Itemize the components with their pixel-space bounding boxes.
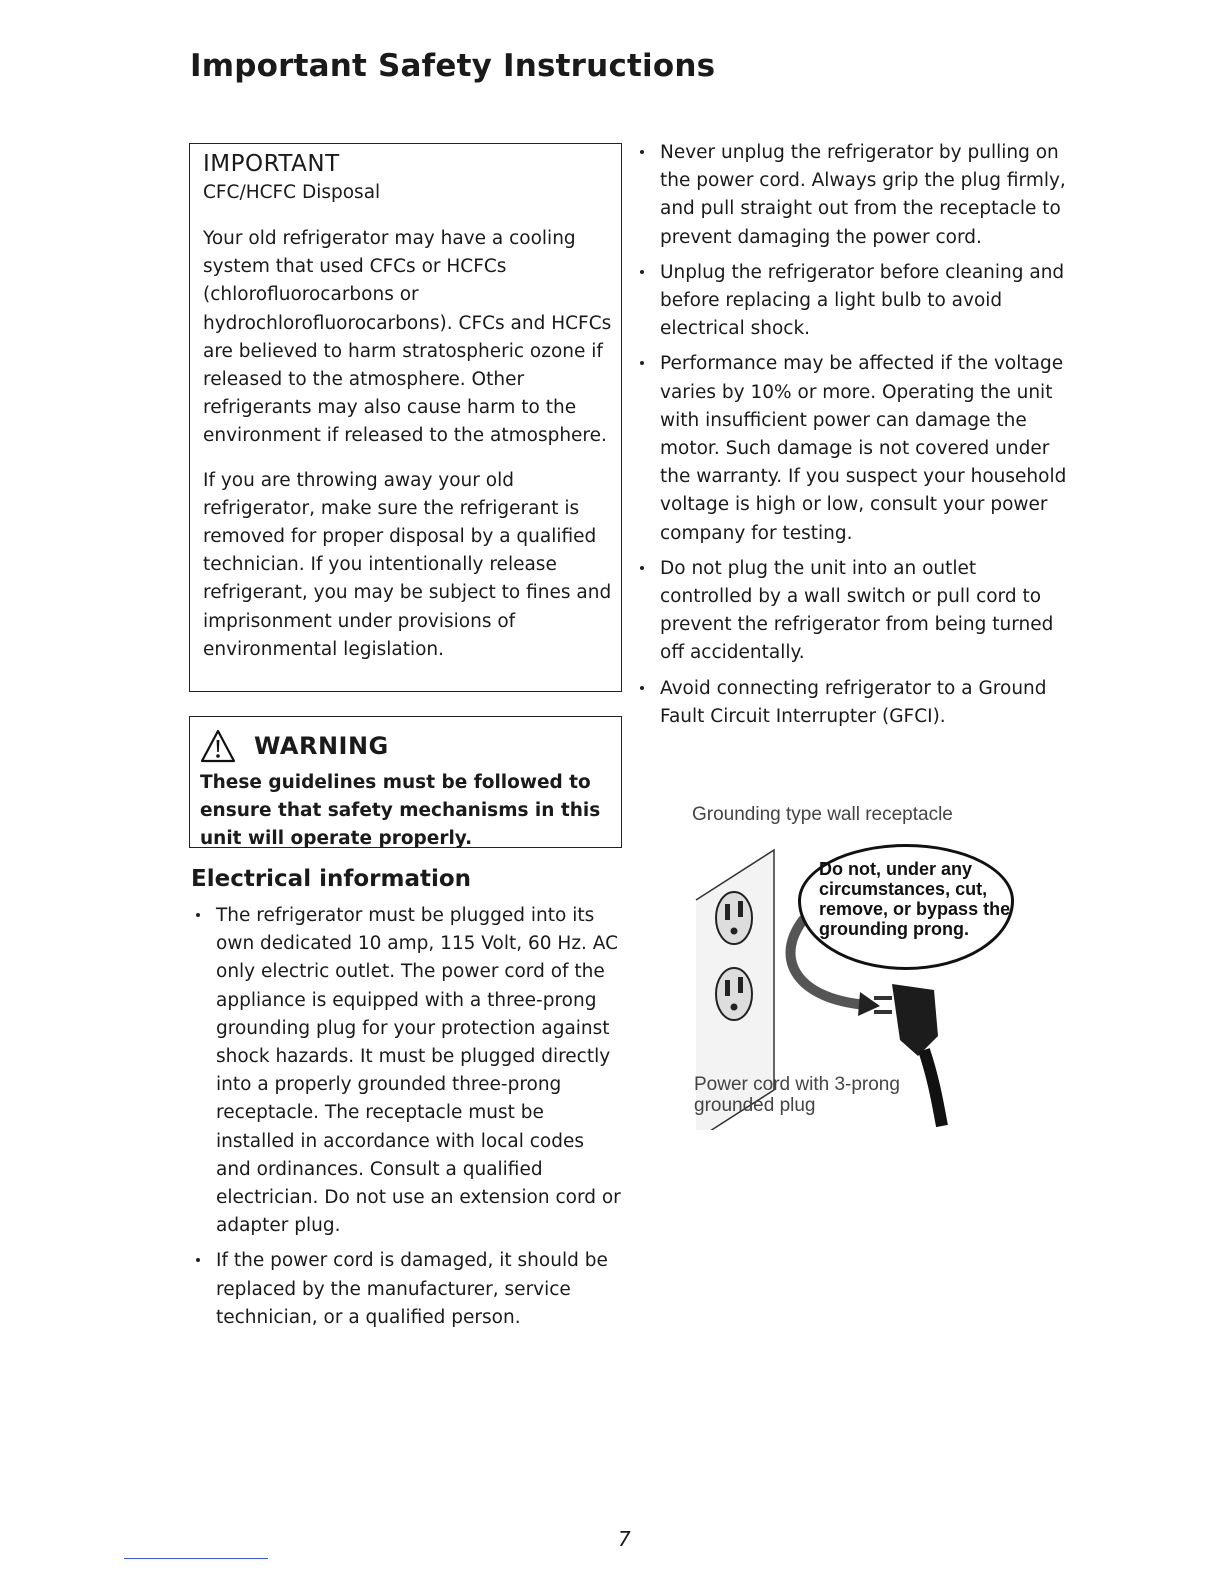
- list-item: Never unplug the refrigerator by pulling on the power cord. Always grip the plug firmly, and pull straight out from the receptacle to prevent damaging the power cord.: [637, 139, 1067, 252]
- important-box: [189, 143, 622, 692]
- warning-text: These guidelines must be followed to ensure that safety mechanisms in this unit will operate properly.: [200, 772, 601, 849]
- list-item: Do not plug the unit into an outlet controlled by a wall switch or pull cord to prevent the refrigerator from being turned off accidentally.: [637, 555, 1067, 668]
- page-number: 7: [618, 1527, 631, 1551]
- important-paragraph: Your old refrigerator may have a cooling system that used CFCs or HCFCs (chlorofluorocarbons or hydrochlorofluorocarbons). CFCs and HCFCs are believed to harm stratospheric ozone if released to the atmosphere. Other refrigerants may also cause harm to the environment if released to the atmosphere.: [203, 228, 612, 447]
- list-item: If the power cord is damaged, it should be replaced by the manufacturer, service technician, or a qualified person.: [193, 1247, 623, 1332]
- warning-triangle-icon: [200, 729, 236, 763]
- important-subheading: CFC/HCFC Disposal: [203, 182, 381, 203]
- list-item: Unplug the refrigerator before cleaning and before replacing a light bulb to avoid electrical shock.: [637, 259, 1067, 344]
- right-bullet-list: [637, 139, 1067, 731]
- important-heading: IMPORTANT: [203, 151, 340, 177]
- list-item: The refrigerator must be plugged into its own dedicated 10 amp, 115 Volt, 60 Hz. AC only electric outlet. The power cord of the appliance is equipped with a three-prong grounding plug for your protection against shock hazards. It must be plugged directly into a properly grounded three-prong receptacle. The receptacle must be installed in accordance with local codes and ordinances. Consult a qualified electrician. Do not use an extension cord or adapter plug.: [193, 902, 623, 1240]
- electrical-heading: Electrical information: [191, 866, 472, 892]
- footer-rule: [124, 1558, 268, 1559]
- power-cord-caption: Power cord with 3-prong grounded plug: [694, 1074, 900, 1116]
- receptacle-caption: Grounding type wall receptacle: [692, 804, 953, 825]
- left-bullet-list: [193, 902, 623, 1332]
- grounding-figure: [688, 800, 1018, 1130]
- grounding-callout: Do not, under any circumstances, cut, remove, or bypass the grounding prong.: [798, 844, 1014, 970]
- page-title: Important Safety Instructions: [190, 48, 716, 84]
- warning-box: [189, 716, 622, 848]
- important-paragraph: If you are throwing away your old refrigerator, make sure the refrigerant is removed for proper disposal by a qualified technician. If you intentionally release refrigerant, you may be subject to fines and imprisonment under provisions of environmental legislation.: [203, 469, 612, 660]
- list-item: Avoid connecting refrigerator to a Ground Fault Circuit Interrupter (GFCI).: [637, 675, 1067, 731]
- warning-heading: WARNING: [254, 732, 389, 760]
- list-item: Performance may be affected if the voltage varies by 10% or more. Operating the unit with insufficient power can damage the motor. Such damage is not covered under the warranty. If you suspect your household voltage is high or low, consult your power company for testing.: [637, 350, 1067, 547]
